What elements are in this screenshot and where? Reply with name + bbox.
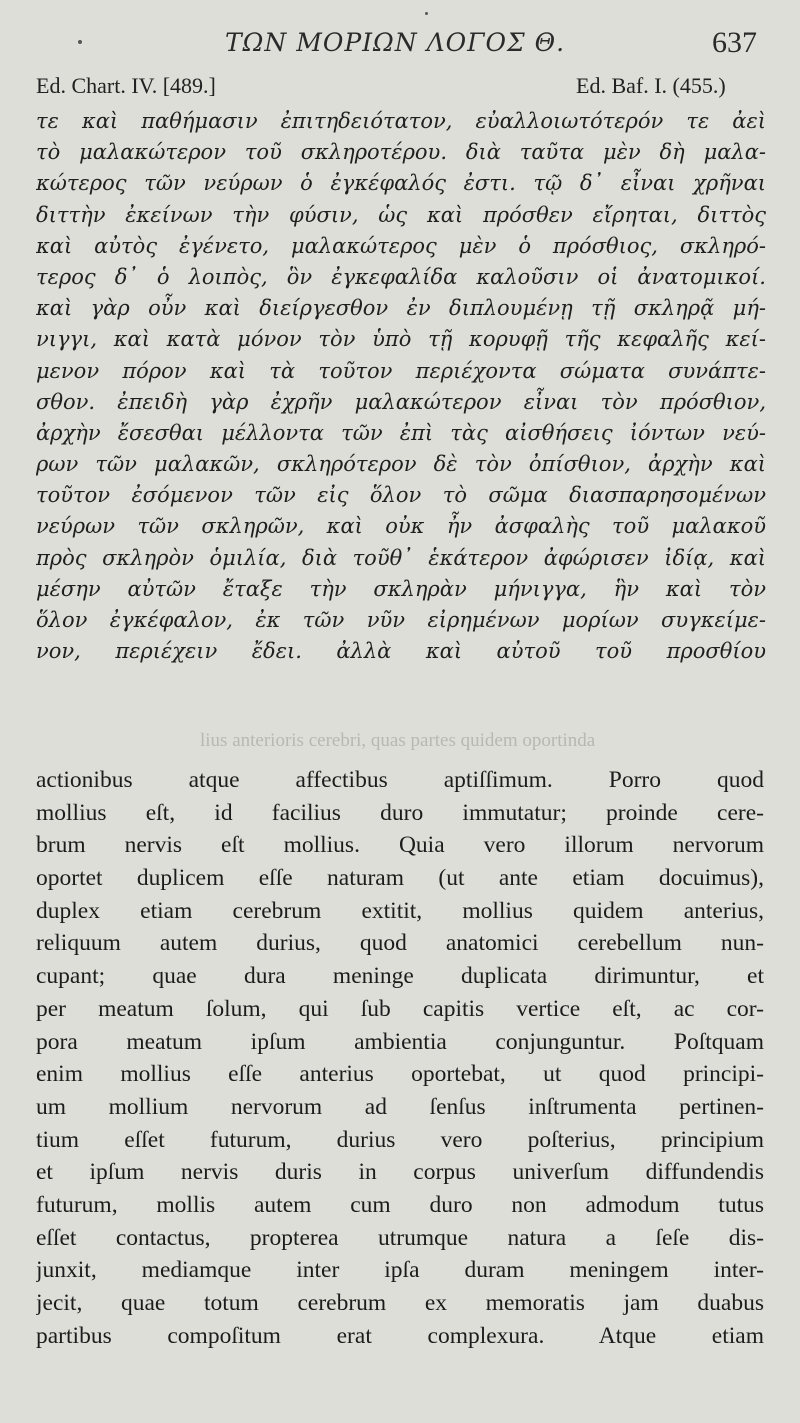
greek-text-line: ἀρχὴν ἔσεσθαι μέλλοντα τῶν ἐπὶ τὰς αἰσθήσεις ἰόντων νεύ- <box>36 420 766 445</box>
latin-text-line: et ipſum nervis duris in corpus univerſum diffundendis <box>36 1159 764 1186</box>
edition-reference-basel: Ed. Baf. I. (455.) <box>576 73 726 98</box>
greek-text-line: καὶ αὐτὸς ἐγένετο, μαλακώτερος μὲν ὁ πρόσθιος, σκληρό- <box>36 233 766 258</box>
greek-text-line: σθον. ἐπειδὴ γὰρ ἐχρῆν μαλακώτερον εἶναι τὸν πρόσθιον, <box>36 389 766 414</box>
latin-text-line: tium eſſet futurum, durius vero poſterius, principium <box>36 1126 764 1153</box>
greek-text-line: τε καὶ παθήμασιν ἐπιτηδειότατον, εὐαλλοιωτότερόν τε ἀεὶ <box>36 109 766 133</box>
greek-text-line: νεύρων τῶν σκληρῶν, καὶ οὐκ ἦν ἀσφαλὴς τοῦ μαλακοῦ <box>36 514 766 539</box>
ink-speck <box>78 40 82 44</box>
running-head-title: ΤΩΝ ΜΟΡΙΩΝ ΛΟΓΟΣ Θ. <box>225 28 566 57</box>
page-number: 637 <box>712 26 757 59</box>
greek-text-line: τὸ μαλακώτερον τοῦ σκληροτέρου. διὰ ταῦτα μὲν δὴ μαλα- <box>36 140 766 165</box>
greek-text-line: πρὸς σκληρὸν ὁμιλία, διὰ τοῦθ᾿ ἑκάτερον ἀφώρισεν ἰδίᾳ, καὶ <box>36 545 766 570</box>
latin-text-line: mollius eſt, id facilius duro immutatur; proinde cere- <box>36 799 764 826</box>
greek-text-block <box>36 106 766 667</box>
latin-text-line: reliquum autem durius, quod anatomici cerebellum nun- <box>36 930 764 957</box>
latin-text-line: um mollium nervorum ad ſenſus inſtrumenta pertinen- <box>36 1093 764 1120</box>
greek-text-line: ρων τῶν μαλακῶν, σκληρότερον δὲ τὸν ὀπίσθιον, ἀρχὴν καὶ <box>36 452 766 477</box>
latin-text-line: futurum, mollis autem cum duro non admodum tutus <box>36 1191 764 1218</box>
latin-text-line: per meatum ſolum, qui ſub capitis vertice eſt, ac cor- <box>36 995 764 1022</box>
latin-text-line: enim mollius eſſe anterius oportebat, ut quod principi- <box>36 1061 764 1088</box>
latin-text-line: cupant; quae dura meninge duplicata dirimuntur, et <box>36 963 764 990</box>
edition-reference-chartier: Ed. Chart. IV. [489.] <box>36 73 216 98</box>
running-head <box>0 26 800 66</box>
greek-text-line: μέσην αὐτῶν ἔταξε τὴν σκληρὰν μήνιγγα, ἣν καὶ τὸν <box>36 576 766 601</box>
latin-translation-block <box>36 764 764 1352</box>
latin-text-line: junxit, mediamque inter ipſa duram meningem inter- <box>36 1257 764 1284</box>
bleed-through-text: lius anterioris cerebri, quas partes quidem oportinda <box>200 730 596 751</box>
latin-text-line: brum nervis eſt mollius. Quia vero illorum nervorum <box>36 832 764 859</box>
latin-text-line: pora meatum ipſum ambientia conjunguntur. Poſtquam <box>36 1028 764 1055</box>
greek-text-line: νιγγι, καὶ κατὰ μόνον τὸν ὑπὸ τῇ κορυφῇ τῆς κεφαλῆς κεί- <box>36 327 766 352</box>
greek-text-line: μενον πόρον καὶ τὰ τοῦτον περιέχοντα σώματα συνάπτε- <box>36 358 766 383</box>
latin-text-line: jecit, quae totum cerebrum ex memoratis jam duabus <box>36 1290 764 1316</box>
greek-text-line: τερος δ᾿ ὁ λοιπὸς, ὃν ἐγκεφαλίδα καλοῦσιν οἱ ἀνατομικοί. <box>36 264 766 289</box>
greek-text-line: καὶ γὰρ οὖν καὶ διείργεσθον ἐν διπλουμένῃ τῇ σκληρᾷ μή- <box>36 296 766 321</box>
ink-speck <box>425 12 428 15</box>
greek-text-line: τοῦτον ἐσόμενον τῶν εἰς ὅλον τὸ σῶμα διασπαρησομένων <box>36 483 766 508</box>
latin-text-line: partibus compoſitum erat complexura. Atque etiam <box>36 1322 764 1349</box>
greek-text-line: διττὴν ἐκείνων τὴν φύσιν, ὡς καὶ πρόσθεν εἴρηται, διττὸς <box>36 202 766 227</box>
latin-text-line: actionibus atque affectibus aptiſſimum. Porro quod <box>36 767 764 793</box>
greek-text-line: ὅλον ἐγκέφαλον, ἐκ τῶν νῦν εἰρημένων μορίων συγκείμε- <box>36 608 766 632</box>
latin-text-line: oportet duplicem eſſe naturam (ut ante etiam docuimus), <box>36 865 764 892</box>
greek-text-line: κώτερος τῶν νεύρων ὁ ἐγκέφαλός ἐστι. τῷ δ᾿ εἶναι χρῆναι <box>36 171 766 196</box>
greek-text-line: νον, περιέχειν ἔδει. ἀλλὰ καὶ αὐτοῦ τοῦ προσθίου <box>36 639 766 664</box>
latin-text-line: duplex etiam cerebrum extitit, mollius quidem anterius, <box>36 897 764 924</box>
edition-reference-line <box>0 73 800 103</box>
latin-text-line: eſſet contactus, propterea utrumque natura a ſeſe dis- <box>36 1224 764 1251</box>
